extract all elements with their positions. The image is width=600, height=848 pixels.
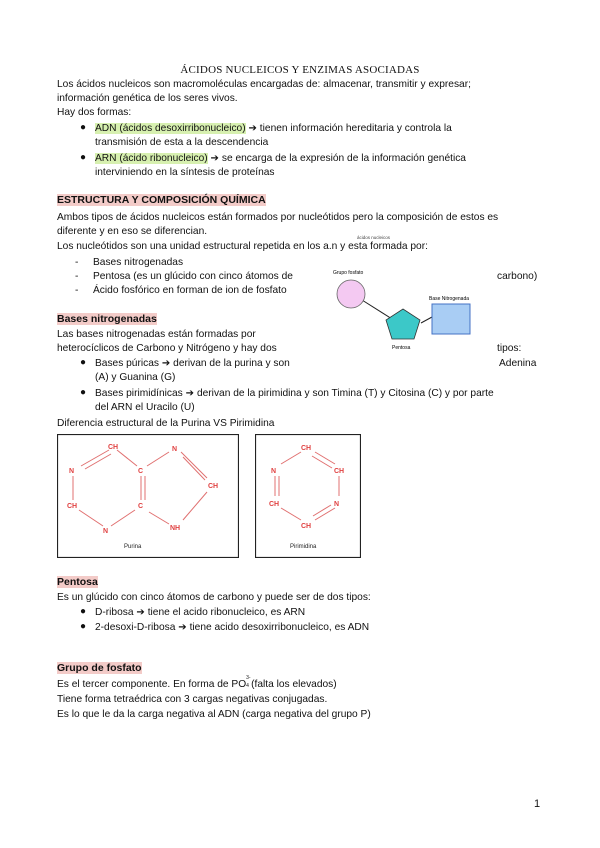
pirimidina-atom-ch-top: CH (301, 445, 312, 452)
pentosa-line-1: Es un glúcido con cinco átomos de carbono y puede ser de dos tipos: (57, 592, 371, 603)
diferencia-estructural: Diferencia estructural de la Purina VS Pirimidina (57, 418, 275, 429)
purina-atom-n-left: N (69, 468, 75, 475)
pirimidina-structure (255, 434, 361, 558)
estructura-p2: diferente y en eso se diferencian. (57, 226, 208, 237)
bullet-dot: ● (80, 621, 87, 632)
item-pentosa: Pentosa (es un glúcido con cinco átomos de (93, 271, 293, 282)
page-number: 1 (534, 798, 541, 810)
bases-puricas-2: (A) y Guanina (G) (95, 372, 176, 383)
bases-puricas: Bases púricas ➔ derivan de la purina y son (95, 358, 290, 369)
bullet-dot: ● (80, 357, 87, 368)
adn-item (95, 122, 452, 135)
bases-line-2: heterocíclicos de Carbono y Nitrógeno y hay dos (57, 343, 277, 354)
arn-highlight: ARN (ácido ribonucleico) (95, 153, 208, 164)
purina-atom-nh: NH (170, 525, 181, 532)
bases-pirimidinicas-2: del ARN el Uracilo (U) (95, 402, 195, 413)
purina-atom-n-bottom: N (103, 528, 109, 535)
fosfato-line-2: Tiene forma tetraédrica con 3 cargas negativas conjugadas. (57, 694, 328, 705)
fosfato-line-3: Es lo que le da la carga negativa al ADN (carga negativa del grupo P) (57, 709, 371, 720)
purina-label: Purina (124, 544, 142, 550)
dash: - (75, 257, 79, 268)
item-acido: Ácido fosfórico en forman de ion de fosfato (93, 285, 287, 296)
bases-adenina: Adenina (499, 358, 537, 369)
pentosa-bullet-2: 2-desoxi-D-ribosa ➔ tiene acido desoxirribonucleico, es ADN (95, 622, 370, 633)
section-heading-estructura: ESTRUCTURA Y COMPOSICIÓN QUÍMICA (57, 194, 266, 206)
adn-highlight: ADN (ácidos desoxirribonucleico) (95, 123, 246, 134)
fosfato-subscript: 4 (246, 683, 249, 689)
label-grupo-fosfato: Grupo fosfato (333, 270, 364, 276)
pirimidina-atom-n-right: N (334, 501, 340, 508)
intro-line-1: Los ácidos nucleicos son macromoléculas encargadas de: almacenar, transmitir y expresar; (57, 79, 471, 90)
bases-pirimidinicas: Bases pirimidínicas ➔ derivan de la pirimidina y son Timina (T) y Citosina (C) y por parte (95, 388, 494, 399)
arn-rest: ➔ se encarga de la expresión de la información genética (207, 153, 466, 164)
label-base-nitrogenada: Base Nitrogenada (429, 296, 470, 302)
arn-item (95, 152, 466, 165)
nucleotide-diagram (328, 262, 508, 357)
pentosa-bullet-1: D-ribosa ➔ tiene el acido ribonucleico, es ARN (95, 607, 306, 618)
bullet-dot: ● (80, 152, 87, 163)
bases-line-1: Las bases nitrogenadas están formadas por (57, 329, 256, 340)
purina-atom-ch-left: CH (67, 503, 78, 510)
pirimidina-label: Pirimidina (290, 544, 317, 550)
intro-line-3: Hay dos formas: (57, 107, 132, 118)
purina-atom-ch-right: CH (208, 483, 219, 490)
arn-line-2: interviniendo en la síntesis de proteínas (95, 167, 275, 178)
fosfato-line-1: Es el tercer componente. En forma de PO 3- 4 (falta los elevados) (57, 675, 337, 690)
annotation-acidos: ácidos nucleicos (357, 235, 391, 240)
pirimidina-atom-n-left: N (271, 468, 277, 475)
section-heading-pentosa: Pentosa (57, 576, 98, 588)
section-heading-fosfato: Grupo de fosfato (57, 662, 142, 674)
bullet-dot: ● (80, 387, 87, 398)
section-heading-bases: Bases nitrogenadas (57, 313, 157, 325)
dash: - (75, 271, 79, 282)
base-square (432, 304, 470, 334)
purina-structure (57, 434, 239, 558)
dash: - (75, 285, 79, 296)
pirimidina-atom-ch-left-bottom: CH (269, 501, 280, 508)
page-title: ÁCIDOS NUCLEICOS Y ENZIMAS ASOCIADAS (180, 64, 420, 76)
purina-atom-n-top-right: N (172, 446, 178, 453)
phosphate-circle (337, 280, 365, 308)
label-pentosa: Pentosa (392, 345, 411, 351)
bullet-dot: ● (80, 122, 87, 133)
bullet-dot: ● (80, 606, 87, 617)
purina-atom-ch-top: CH (108, 444, 119, 451)
estructura-p1: Ambos tipos de ácidos nucleicos están formados por nucleótidos pero la composición de estos es (57, 212, 499, 223)
intro-line-2: información genética de los seres vivos. (57, 93, 238, 104)
purina-atom-c-mid-top: C (138, 468, 144, 475)
fosfato-superscript: 3- (246, 675, 251, 681)
purina-atom-c-mid-bottom: C (138, 503, 144, 510)
bases-tipos: tipos: (497, 343, 522, 354)
item-bases: Bases nitrogenadas (93, 257, 184, 268)
adn-rest: ➔ tienen información hereditaria y controla la (245, 123, 452, 134)
estructura-p3: Los nucleótidos son una unidad estructural repetida en los a.n y esta formada por: (57, 241, 428, 252)
pirimidina-atom-ch-bottom: CH (301, 523, 312, 530)
pentose-pentagon (386, 309, 420, 339)
adn-line-2: transmisión de esta a la descendencia (95, 137, 269, 148)
item-carbono: carbono) (497, 271, 538, 282)
pirimidina-atom-ch-right-top: CH (334, 468, 345, 475)
